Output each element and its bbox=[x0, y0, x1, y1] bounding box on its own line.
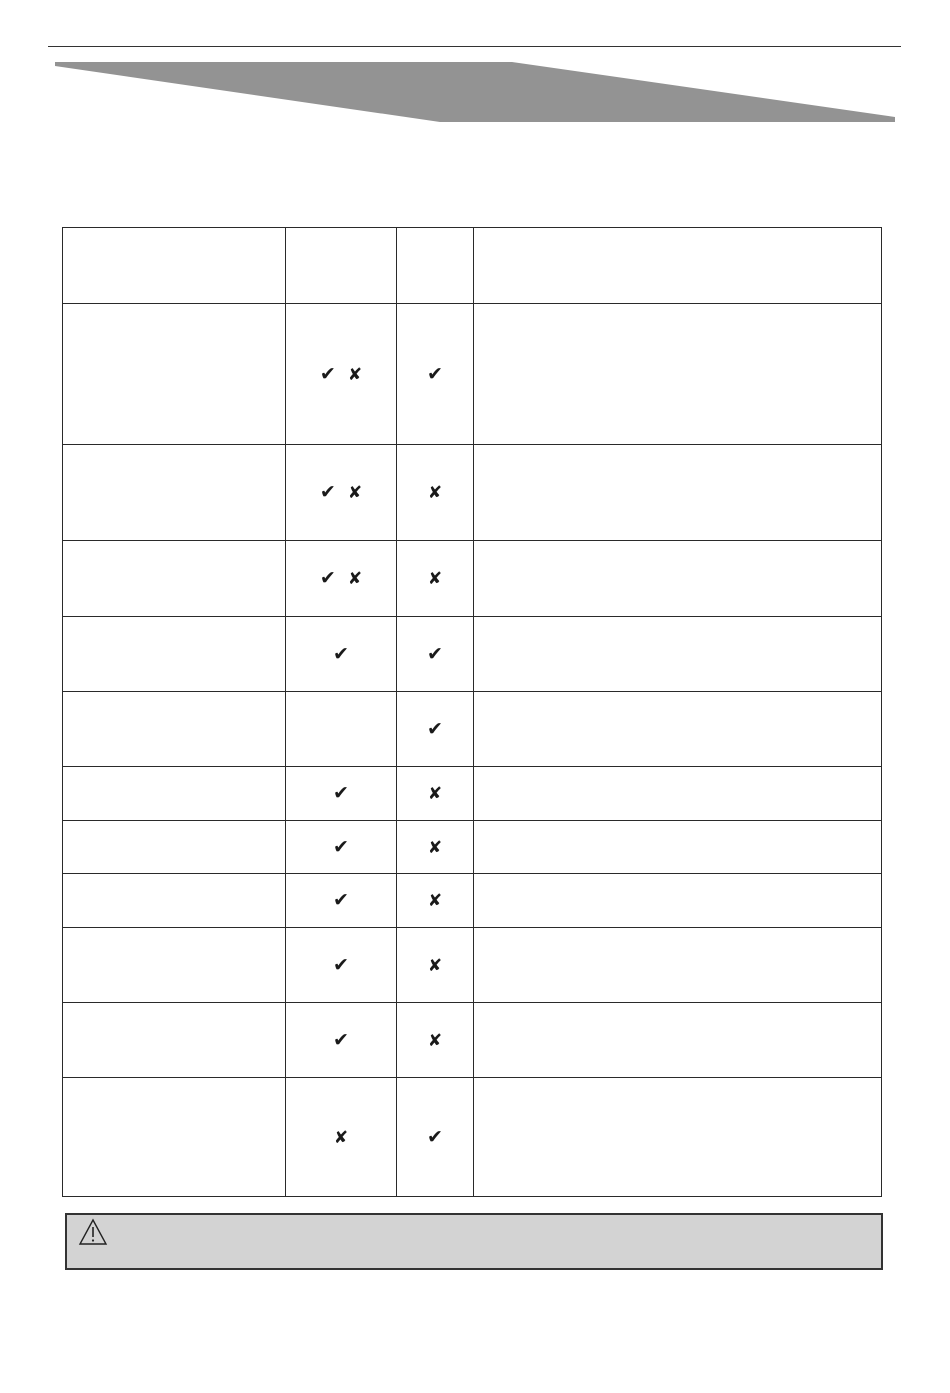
description-cell bbox=[474, 304, 882, 445]
mark-cell-b bbox=[397, 821, 474, 874]
mark-cell-b bbox=[397, 692, 474, 767]
mark-cell-b bbox=[397, 767, 474, 821]
cross-mark-icon: ✘ bbox=[347, 569, 363, 589]
description-cell bbox=[474, 541, 882, 617]
table-row bbox=[63, 928, 882, 1003]
header-cell-3 bbox=[397, 228, 474, 304]
header-banner bbox=[0, 0, 950, 140]
table-row bbox=[63, 821, 882, 874]
label-cell bbox=[63, 692, 286, 767]
mark-cell-b bbox=[397, 928, 474, 1003]
check-mark-icon: ✔ bbox=[333, 835, 349, 858]
cross-mark-icon: ✘ bbox=[427, 569, 443, 589]
label-cell bbox=[63, 1003, 286, 1078]
header-cell-1 bbox=[63, 228, 286, 304]
mark-cell-b bbox=[397, 1078, 474, 1197]
mark-cell-b bbox=[397, 541, 474, 617]
mark-cell-a bbox=[286, 445, 397, 541]
label-cell bbox=[63, 541, 286, 617]
table-row bbox=[63, 1078, 882, 1197]
description-cell bbox=[474, 1003, 882, 1078]
description-cell bbox=[474, 928, 882, 1003]
table-row bbox=[63, 304, 882, 445]
header-cell-4 bbox=[474, 228, 882, 304]
label-cell bbox=[63, 821, 286, 874]
table-row bbox=[63, 767, 882, 821]
mark-cell-b bbox=[397, 617, 474, 692]
check-mark-icon: ✔ bbox=[333, 953, 349, 976]
label-cell bbox=[63, 928, 286, 1003]
header-cell-2 bbox=[286, 228, 397, 304]
mark-cell-a bbox=[286, 767, 397, 821]
mark-cell-b bbox=[397, 304, 474, 445]
table-body bbox=[63, 228, 882, 1197]
mark-cell-a bbox=[286, 1078, 397, 1197]
cross-mark-icon: ✘ bbox=[427, 837, 443, 858]
check-mark-icon: ✔ bbox=[427, 717, 443, 740]
mark-cell-a bbox=[286, 1003, 397, 1078]
table-header-row bbox=[63, 228, 882, 304]
mark-cell-a bbox=[286, 928, 397, 1003]
mark-cell-a bbox=[286, 874, 397, 928]
label-cell bbox=[63, 445, 286, 541]
check-mark-icon: ✔ bbox=[427, 642, 443, 665]
description-cell bbox=[474, 821, 882, 874]
cross-mark-icon: ✘ bbox=[347, 483, 363, 503]
mark-cell-b bbox=[397, 445, 474, 541]
mark-cell-a bbox=[286, 692, 397, 767]
mark-cell-b bbox=[397, 1003, 474, 1078]
table-row bbox=[63, 874, 882, 928]
check-mark-icon: ✔ bbox=[333, 889, 349, 911]
description-cell bbox=[474, 617, 882, 692]
check-mark-icon: ✔ bbox=[333, 1028, 349, 1051]
comparison-table bbox=[62, 227, 882, 1197]
cross-mark-icon: ✘ bbox=[427, 784, 443, 804]
description-cell bbox=[474, 1078, 882, 1197]
check-mark-icon: ✔ bbox=[319, 567, 336, 589]
check-mark-icon: ✔ bbox=[319, 362, 336, 385]
table-row bbox=[63, 617, 882, 692]
description-cell bbox=[474, 767, 882, 821]
check-mark-icon: ✔ bbox=[333, 782, 349, 804]
label-cell bbox=[63, 767, 286, 821]
label-cell bbox=[63, 304, 286, 445]
label-cell bbox=[63, 617, 286, 692]
warning-box bbox=[65, 1213, 883, 1270]
mark-cell-a bbox=[286, 304, 397, 445]
label-cell bbox=[63, 1078, 286, 1197]
cross-mark-icon: ✘ bbox=[333, 1127, 349, 1148]
cross-mark-icon: ✘ bbox=[427, 1030, 443, 1051]
cross-mark-icon: ✘ bbox=[347, 364, 363, 385]
check-mark-icon: ✔ bbox=[319, 481, 336, 503]
mark-cell-b bbox=[397, 874, 474, 928]
description-cell bbox=[474, 692, 882, 767]
table-row bbox=[63, 1003, 882, 1078]
warning-triangle-icon bbox=[78, 1218, 108, 1246]
check-mark-icon: ✔ bbox=[427, 1125, 443, 1148]
table-row bbox=[63, 445, 882, 541]
description-cell bbox=[474, 874, 882, 928]
check-mark-icon: ✔ bbox=[333, 642, 349, 665]
description-cell bbox=[474, 445, 882, 541]
mark-cell-a bbox=[286, 541, 397, 617]
cross-mark-icon: ✘ bbox=[427, 483, 443, 503]
table-row bbox=[63, 541, 882, 617]
cross-mark-icon: ✘ bbox=[427, 955, 443, 976]
table-row bbox=[63, 692, 882, 767]
label-cell bbox=[63, 874, 286, 928]
cross-mark-icon: ✘ bbox=[427, 891, 443, 911]
check-mark-icon: ✔ bbox=[427, 362, 443, 385]
mark-cell-a bbox=[286, 617, 397, 692]
mark-cell-a bbox=[286, 821, 397, 874]
